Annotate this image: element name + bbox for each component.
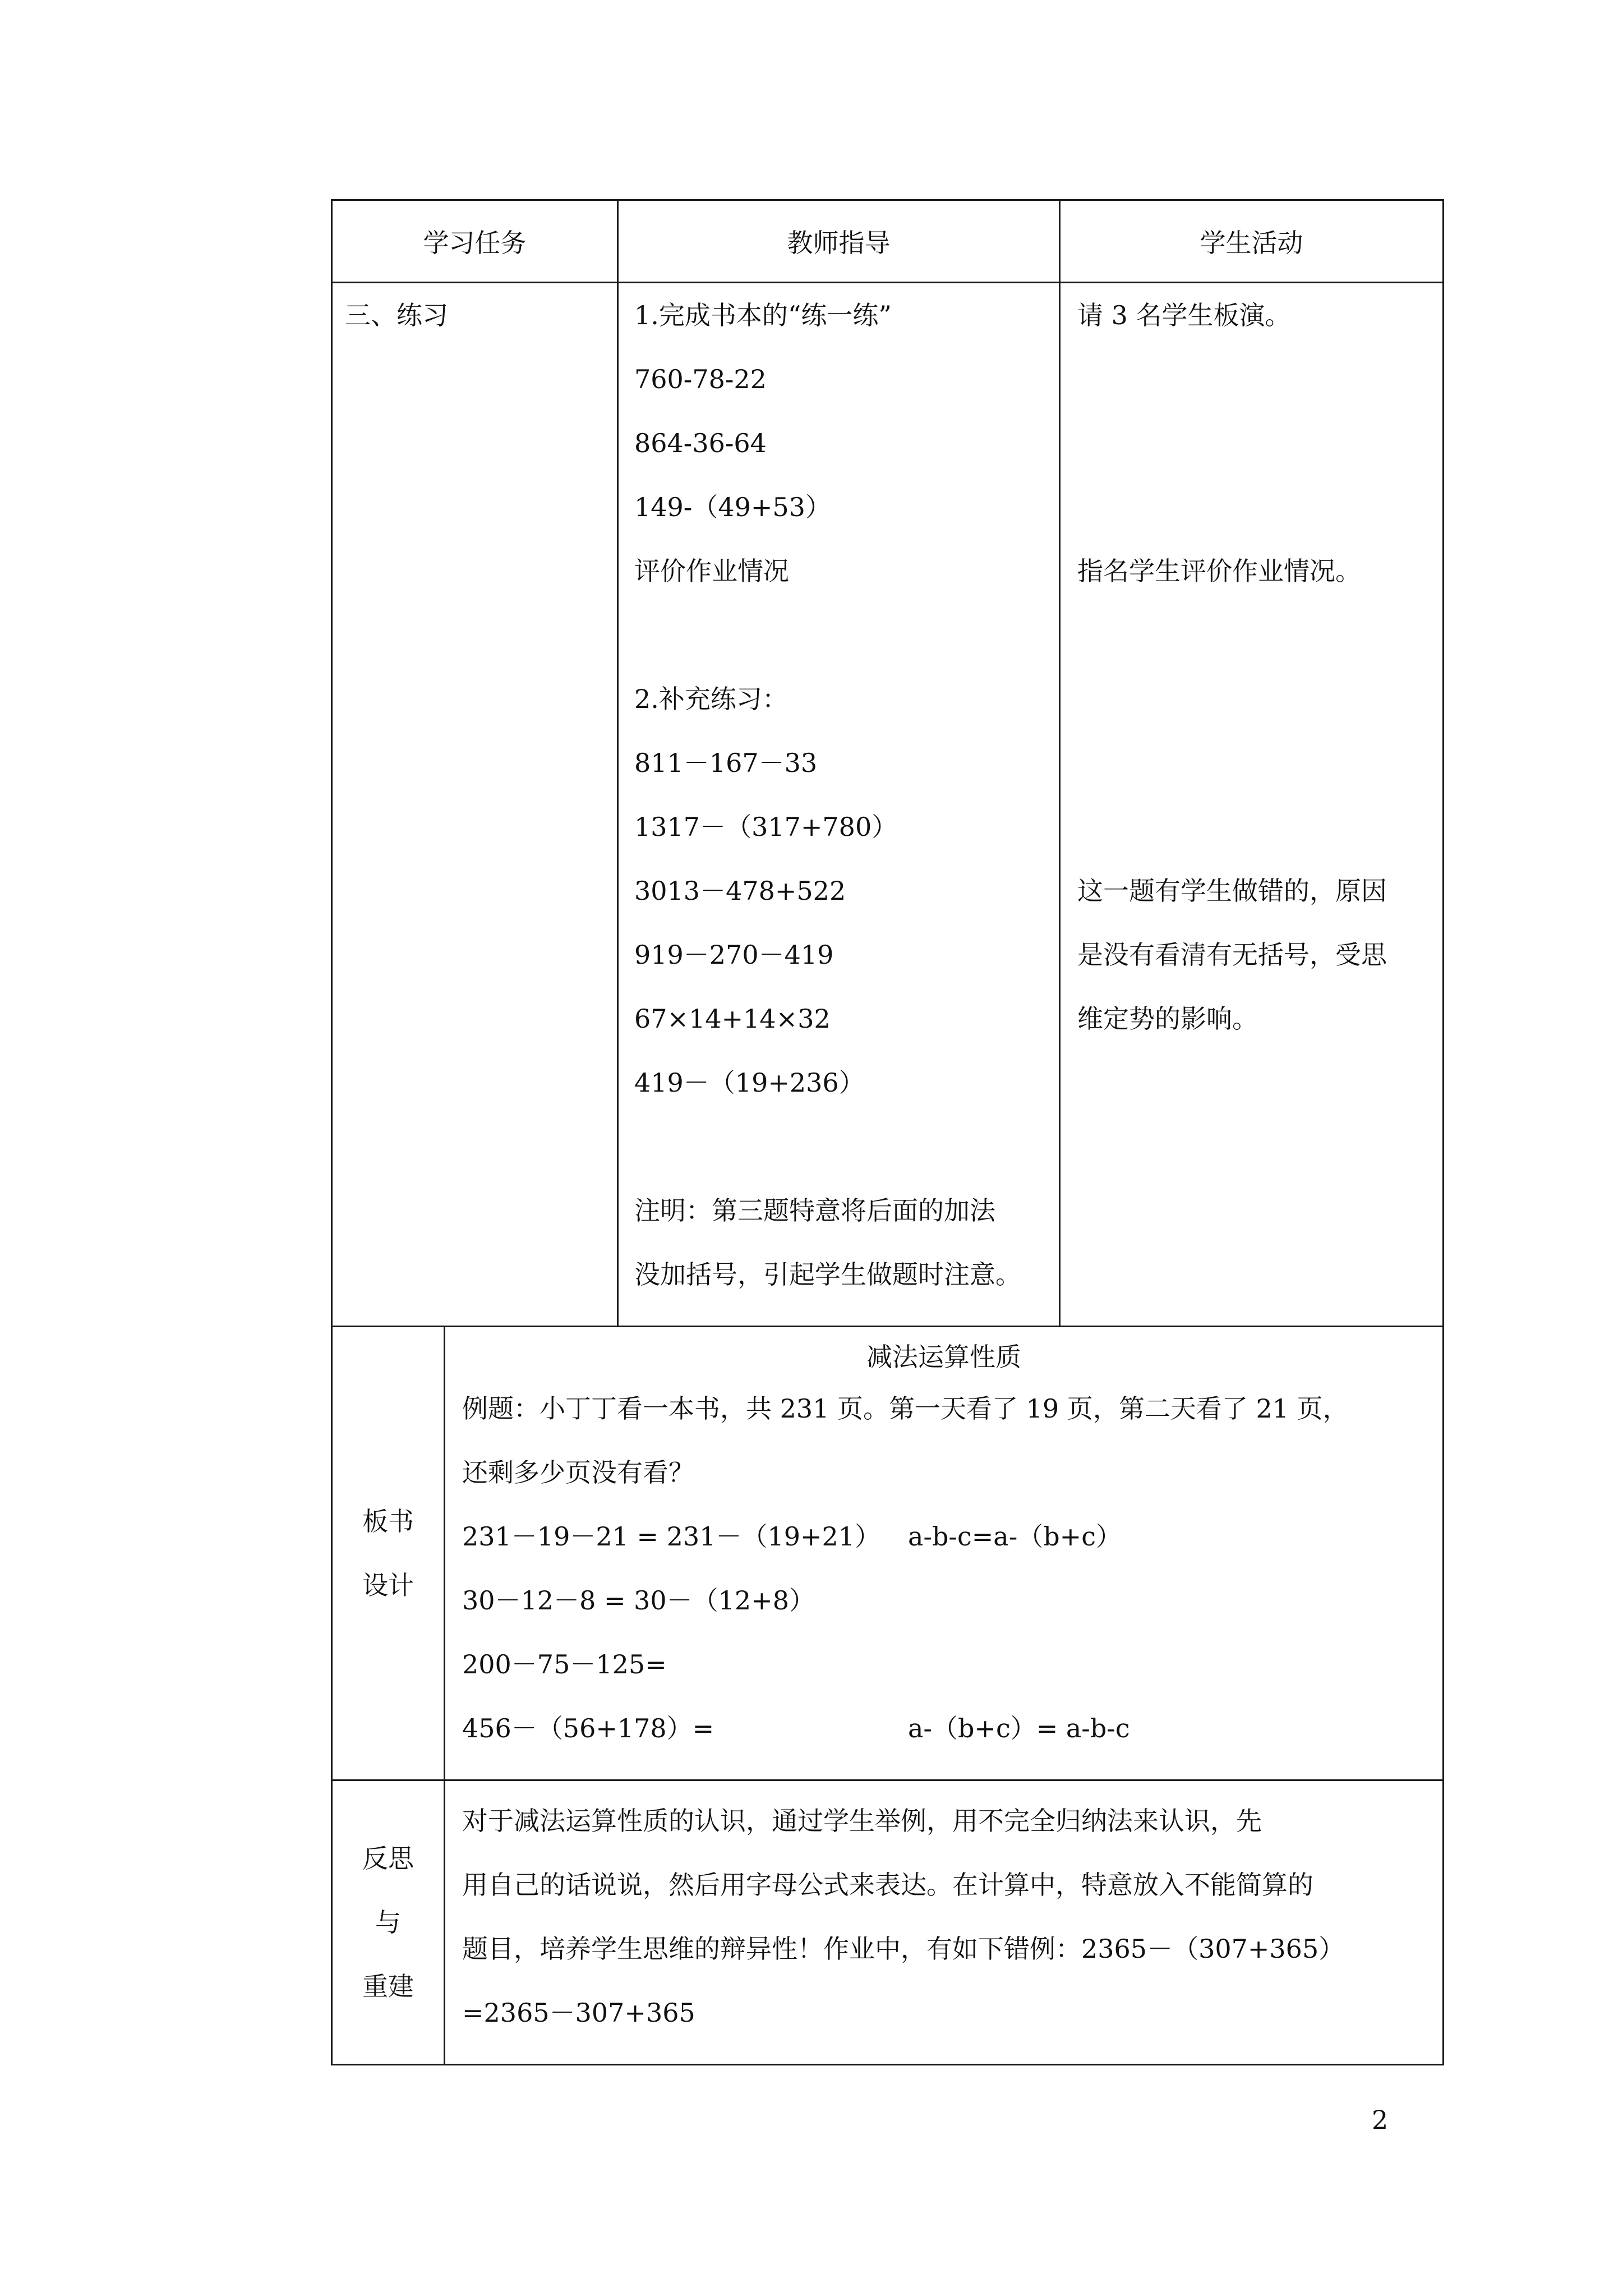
reflection-label-line: 反思 bbox=[362, 1843, 414, 1874]
activity-line: 维定势的影响。 bbox=[1077, 1004, 1258, 1034]
equation-left: 231－19－21 = 231－（19+21） bbox=[462, 1521, 881, 1552]
equation-line bbox=[462, 1651, 1442, 1715]
page-number: 2 bbox=[1372, 2105, 1389, 2135]
reflection-line: 对于减法运算性质的认识，通过学生举例，用不完全归纳法来认识，先 bbox=[462, 1806, 1262, 1836]
guide-line: 1.完成书本的“练一练” bbox=[634, 300, 892, 330]
example-line: 例题：小丁丁看一本书，共 231 页。第一天看了 19 页，第二天看了 21 页， bbox=[462, 1393, 1349, 1424]
reflection-row bbox=[332, 1780, 1444, 2065]
header-teacher-guidance: 教师指导 bbox=[618, 200, 1060, 283]
guide-line: 67×14+14×32 bbox=[634, 1004, 831, 1034]
activity-line bbox=[1077, 814, 1442, 878]
equation-rule: a-b-c=a-（b+c） bbox=[908, 1521, 1122, 1552]
reflection-label-line: 与 bbox=[375, 1907, 401, 1938]
guide-line: 2.补充练习： bbox=[634, 684, 788, 714]
equation-line bbox=[462, 1715, 1442, 1779]
guide-line: 1317－（317+780） bbox=[634, 812, 898, 842]
practice-task-cell bbox=[332, 283, 618, 1327]
board-label-line: 板书 bbox=[362, 1506, 414, 1536]
guide-line: 3013－478+522 bbox=[634, 876, 846, 906]
activity-line: 请 3 名学生板演。 bbox=[1077, 300, 1291, 330]
activity-line bbox=[1077, 494, 1442, 558]
guide-line: 919－270－419 bbox=[634, 940, 834, 970]
board-design-row bbox=[332, 1327, 1444, 1780]
reflection-line: 用自己的话说说，然后用字母公式来表达。在计算中，特意放入不能简算的 bbox=[462, 1870, 1313, 1900]
example-line: 还剩多少页没有看？ bbox=[462, 1457, 694, 1488]
guide-line: 811－167－33 bbox=[634, 748, 818, 778]
practice-guide-cell bbox=[618, 283, 1060, 1327]
header-learning-task: 学习任务 bbox=[332, 200, 618, 283]
reflection-label-line: 重建 bbox=[362, 1971, 414, 2001]
lesson-plan-table bbox=[331, 199, 1444, 2065]
guide-line: 864-36-64 bbox=[634, 428, 767, 458]
guide-line: 注明：第三题特意将后面的加法 bbox=[634, 1195, 995, 1226]
guide-line: 419－（19+236） bbox=[634, 1068, 865, 1098]
activity-line: 这一题有学生做错的，原因 bbox=[1077, 876, 1387, 906]
activity-line bbox=[1077, 430, 1442, 494]
equation-left: 456－（56+178）= bbox=[462, 1713, 714, 1743]
equation-line bbox=[462, 1585, 1442, 1651]
board-design-content bbox=[445, 1327, 1444, 1780]
equation-left: 30－12－8 = 30－（12+8） bbox=[462, 1585, 815, 1616]
guide-line: 149-（49+53） bbox=[634, 492, 831, 522]
activity-line bbox=[1077, 750, 1442, 814]
activity-line bbox=[1077, 366, 1442, 430]
table-header-row bbox=[332, 200, 1444, 283]
activity-line: 是没有看清有无括号，受思 bbox=[1077, 940, 1387, 970]
guide-line: 没加括号，引起学生做题时注意。 bbox=[634, 1259, 1021, 1290]
practice-task-label: 三、练习 bbox=[345, 300, 448, 330]
header-student-activity: 学生活动 bbox=[1060, 200, 1444, 283]
activity-line: 指名学生评价作业情况。 bbox=[1077, 556, 1361, 586]
board-design-label bbox=[332, 1327, 445, 1780]
reflection-label bbox=[332, 1780, 445, 2065]
reflection-content bbox=[445, 1780, 1444, 2065]
board-title: 减法运算性质 bbox=[866, 1342, 1021, 1372]
practice-row bbox=[332, 283, 1444, 1327]
practice-activity-cell bbox=[1060, 283, 1444, 1327]
guide-line: 760-78-22 bbox=[634, 364, 767, 394]
guide-line: 评价作业情况 bbox=[634, 556, 789, 586]
equation-left: 200－75－125= bbox=[462, 1649, 667, 1680]
guide-line bbox=[634, 622, 1059, 686]
guide-line bbox=[634, 1134, 1059, 1198]
activity-line bbox=[1077, 622, 1442, 686]
board-label-line: 设计 bbox=[362, 1570, 414, 1600]
equation-rule: a-（b+c）= a-b-c bbox=[908, 1713, 1130, 1743]
reflection-line: 题目，培养学生思维的辩异性！作业中，有如下错例：2365－（307+365） bbox=[462, 1934, 1345, 1964]
equation-line bbox=[462, 1521, 1442, 1588]
activity-line bbox=[1077, 686, 1442, 750]
reflection-line: =2365－307+365 bbox=[462, 1998, 695, 2028]
